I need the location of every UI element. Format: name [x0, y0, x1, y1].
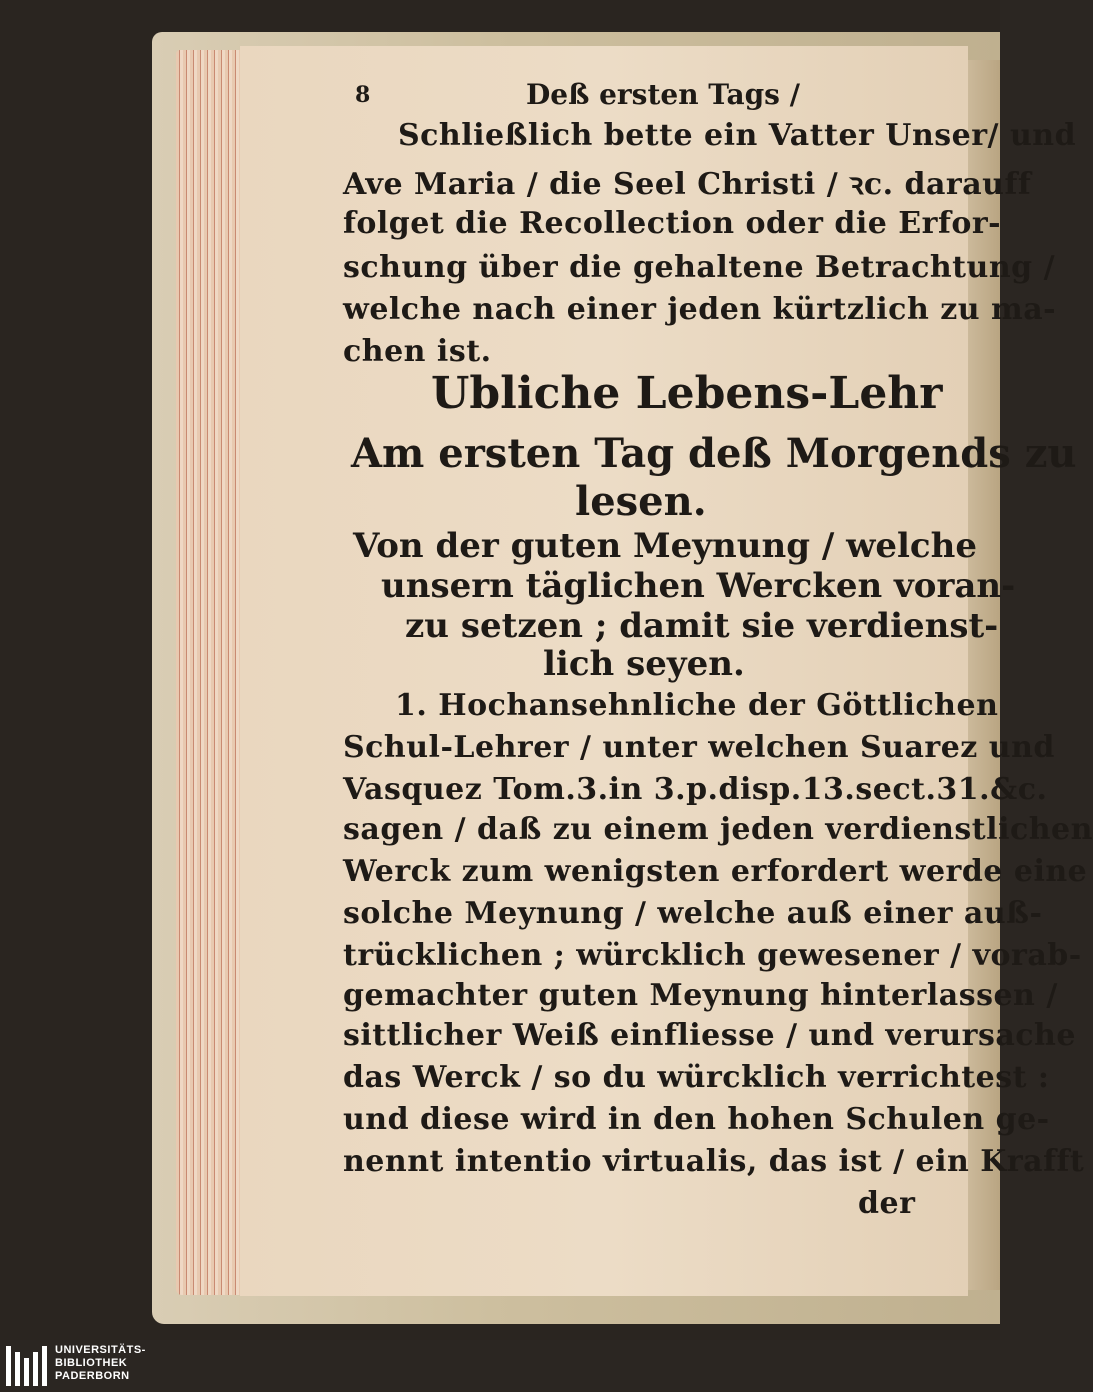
topic-heading: Von der guten Meynung / welche — [353, 526, 977, 566]
paragraph-line: 1. Hochansehnliche der Göttlichen — [395, 688, 999, 723]
topic-heading: zu setzen ; damit sie verdienst- — [405, 606, 999, 646]
intro-line: welche nach einer jeden kürtzlich zu ma- — [343, 292, 1057, 327]
paragraph-line: trücklichen ; würcklich gewesener / vorab- — [343, 938, 1082, 973]
intro-line: chen ist. — [343, 334, 492, 369]
paragraph-line: Vasquez Tom.3.in 3.p.disp.13.sect.31.&c. — [343, 772, 1048, 807]
library-logo-icon — [6, 1346, 48, 1386]
paragraph-line: Werck zum wenigsten erfordert werde eine — [343, 854, 1088, 889]
running-header: Deß ersten Tags / — [526, 78, 800, 111]
paragraph-line: solche Meynung / welche auß einer auß- — [343, 896, 1043, 931]
logo-line: PADERBORN — [55, 1370, 130, 1382]
paragraph-line: sagen / daß zu einem jeden verdienstlichen — [343, 812, 1093, 847]
section-title: Ubliche Lebens-Lehr — [431, 368, 943, 419]
intro-line: Ave Maria / die Seel Christi / ꝛc. darauff — [343, 167, 1032, 202]
paragraph-line: und diese wird in den hohen Schulen ge- — [343, 1102, 1050, 1137]
catchword: der — [858, 1186, 916, 1221]
logo-line: UNIVERSITÄTS- — [55, 1344, 146, 1356]
page-edges — [176, 50, 246, 1295]
paragraph-line: sittlicher Weiß einfliesse / und verursache — [343, 1018, 1076, 1053]
footer-bar — [0, 1340, 1000, 1392]
logo-line: BIBLIOTHEK — [55, 1357, 128, 1369]
paragraph-line: gemachter guten Meynung hinterlassen / — [343, 978, 1058, 1013]
library-logo-text — [55, 1344, 146, 1383]
section-subtitle: Am ersten Tag deß Morgends zu — [351, 430, 1077, 477]
topic-heading: unsern täglichen Wercken voran- — [381, 566, 1016, 606]
page-number: 8 — [355, 82, 371, 108]
paragraph-line: nennt intentio virtualis, das ist / ein Krafft — [343, 1144, 1085, 1179]
paragraph-line: Schul-Lehrer / unter welchen Suarez und — [343, 730, 1055, 765]
intro-line: Schließlich bette ein Vatter Unser/ und — [398, 118, 1077, 153]
intro-line: schung über die gehaltene Betrachtung / — [343, 250, 1056, 285]
intro-line: folget die Recollection oder die Erfor- — [343, 206, 1002, 241]
paragraph-line: das Werck / so du würcklich verrichtest : — [343, 1060, 1050, 1095]
topic-heading: lich seyen. — [543, 644, 745, 684]
section-subtitle: lesen. — [575, 478, 707, 525]
